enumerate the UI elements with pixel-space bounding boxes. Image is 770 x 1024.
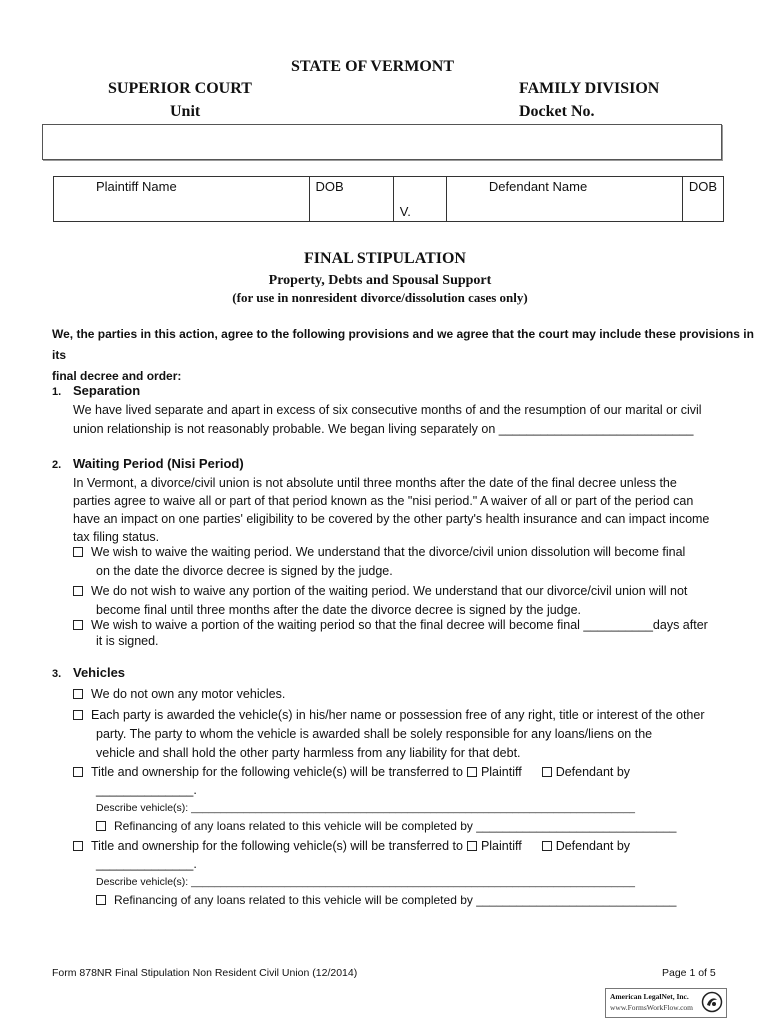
section-3-heading: Vehicles — [73, 665, 126, 680]
transfer-1-plaintiff-checkbox[interactable] — [467, 767, 477, 777]
transfer-2-checkbox[interactable] — [73, 841, 83, 851]
section-2-line-1: In Vermont, a divorce/civil union is not absolute until three months after the date of the final decree unless the — [73, 476, 677, 490]
unit-docket-field[interactable] — [42, 124, 722, 160]
defendant-name-field[interactable] — [446, 177, 682, 222]
waive-all-text-2: on the date the divorce decree is signed by the judge. — [96, 564, 393, 578]
page-number: Page 1 of 5 — [662, 967, 716, 979]
section-2-heading: Waiting Period (Nisi Period) — [73, 456, 244, 471]
plaintiff-name-label: Plaintiff Name — [96, 179, 177, 194]
each-party-text-3: vehicle and shall hold the other party harmless from any liability for that debt. — [96, 746, 521, 760]
each-party-checkbox[interactable] — [73, 710, 83, 720]
section-1-text — [73, 401, 702, 439]
publisher-logo-icon — [701, 991, 723, 1013]
versus-cell — [393, 177, 446, 222]
refinance-2-text[interactable]: Refinancing of any loans related to this vehicle will be completed by ______________________________ — [114, 893, 677, 907]
publisher-stamp — [605, 988, 727, 1018]
waive-all-option — [73, 543, 685, 581]
defendant-name-label: Defendant Name — [488, 179, 588, 194]
waive-portion-checkbox[interactable] — [73, 620, 83, 630]
transfer-2-defendant-label: Defendant by — [555, 839, 631, 853]
parties-table — [53, 176, 724, 222]
unit-label: Unit — [170, 103, 201, 120]
state-title: STATE OF VERMONT — [291, 58, 454, 75]
plaintiff-name-field[interactable] — [54, 177, 310, 222]
intro-line-2: final decree and order: — [52, 369, 182, 383]
docket-label: Docket No. — [519, 103, 595, 120]
transfer-2-text: Title and ownership for the following vehicle(s) will be transferred to — [91, 839, 463, 853]
refinance-option-1 — [96, 817, 676, 836]
no-waive-option — [73, 582, 687, 620]
plaintiff-dob-field[interactable] — [309, 177, 393, 222]
refinance-2-checkbox[interactable] — [96, 895, 106, 905]
no-waive-text-1: We do not wish to waive any portion of the waiting period. We understand that our divorce/civil union will not — [91, 584, 688, 598]
no-vehicles-option — [73, 685, 285, 704]
plaintiff-dob-label: DOB — [315, 179, 344, 194]
section-2-line-2: parties agree to waive all or part of that period known as the "nisi period." A waiver of all or part of the period can — [73, 494, 694, 508]
waive-all-text-1: We wish to waive the waiting period. We understand that the divorce/civil union dissolution will become final — [91, 545, 686, 559]
each-party-text-2: party. The party to whom the vehicle is awarded shall be solely responsible for any loans/liens on the — [96, 727, 653, 741]
describe-vehicle-1-field[interactable]: Describe vehicle(s): ____________________________________________________________________________ — [96, 802, 635, 814]
document-subtitle: Property, Debts and Spousal Support — [268, 273, 492, 288]
intro-line-1: We, the parties in this action, agree to the following provisions and we agree that the court may include these provisions in its — [52, 327, 754, 362]
transfer-2-plaintiff-checkbox[interactable] — [467, 841, 477, 851]
each-party-text-1: Each party is awarded the vehicle(s) in his/her name or possession free of any right, title or interest of the other — [91, 708, 705, 722]
no-waive-text-2: become final until three months after the date the divorce decree is signed by the judge. — [96, 603, 582, 617]
waive-portion-text-2: it is signed. — [96, 634, 159, 648]
division-name: FAMILY DIVISION — [519, 80, 660, 97]
section-1-number: 1. — [52, 386, 62, 398]
refinance-option-2 — [96, 891, 676, 910]
refinance-1-checkbox[interactable] — [96, 821, 106, 831]
versus-label: V. — [399, 204, 411, 219]
transfer-1-plaintiff-label: Plaintiff — [480, 765, 522, 779]
transfer-1-checkbox[interactable] — [73, 767, 83, 777]
intro-paragraph — [52, 324, 770, 387]
section-2-number: 2. — [52, 459, 62, 471]
transfer-option-2 — [73, 837, 630, 856]
transfer-1-defendant-checkbox[interactable] — [542, 767, 552, 777]
section-2-line-3: have an impact on one parties' eligibility to be covered by the other party's health insurance and can impact income — [73, 512, 710, 526]
waive-all-checkbox[interactable] — [73, 547, 83, 557]
each-party-option — [73, 706, 705, 763]
transfer-1-defendant-label: Defendant by — [555, 765, 631, 779]
waive-portion-text-1[interactable]: We wish to waive a portion of the waiting period so that the final decree will become final __________days after — [91, 618, 708, 632]
refinance-1-text[interactable]: Refinancing of any loans related to this vehicle will be completed by ______________________________ — [114, 819, 677, 833]
publisher-url: www.FormsWorkFlow.com — [610, 1003, 694, 1012]
defendant-dob-field[interactable] — [682, 177, 723, 222]
transfer-option-1 — [73, 763, 630, 782]
document-title: FINAL STIPULATION — [304, 250, 466, 267]
section-1-line-1: We have lived separate and apart in excess of six consecutive months of and the resumption of our marital or civil — [73, 403, 702, 417]
publisher-name: American LegalNet, Inc. — [610, 992, 689, 1001]
transfer-1-text: Title and ownership for the following vehicle(s) will be transferred to — [91, 765, 463, 779]
no-vehicles-text: We do not own any motor vehicles. — [91, 687, 286, 701]
court-name: SUPERIOR COURT — [108, 80, 252, 97]
waive-portion-option — [73, 617, 708, 649]
document-note: (for use in nonresident divorce/dissolution cases only) — [232, 290, 528, 305]
no-waive-checkbox[interactable] — [73, 586, 83, 596]
transfer-2-defendant-checkbox[interactable] — [542, 841, 552, 851]
describe-vehicle-2-field[interactable]: Describe vehicle(s): ____________________________________________________________________________ — [96, 876, 635, 888]
section-2-text — [73, 474, 709, 546]
transfer-1-blank[interactable]: ______________. — [96, 783, 197, 797]
separation-date-field[interactable]: union relationship is not reasonably probable. We began living separately on ____________________________ — [73, 422, 694, 436]
no-vehicles-checkbox[interactable] — [73, 689, 83, 699]
transfer-2-blank[interactable]: ______________. — [96, 857, 197, 871]
transfer-2-plaintiff-label: Plaintiff — [480, 839, 522, 853]
form-id: Form 878NR Final Stipulation Non Resident Civil Union (12/2014) — [52, 967, 358, 979]
section-3-number: 3. — [52, 668, 62, 680]
defendant-dob-label: DOB — [688, 179, 717, 194]
section-1-heading: Separation — [73, 383, 141, 398]
section-2-line-4: tax filing status. — [73, 530, 160, 544]
